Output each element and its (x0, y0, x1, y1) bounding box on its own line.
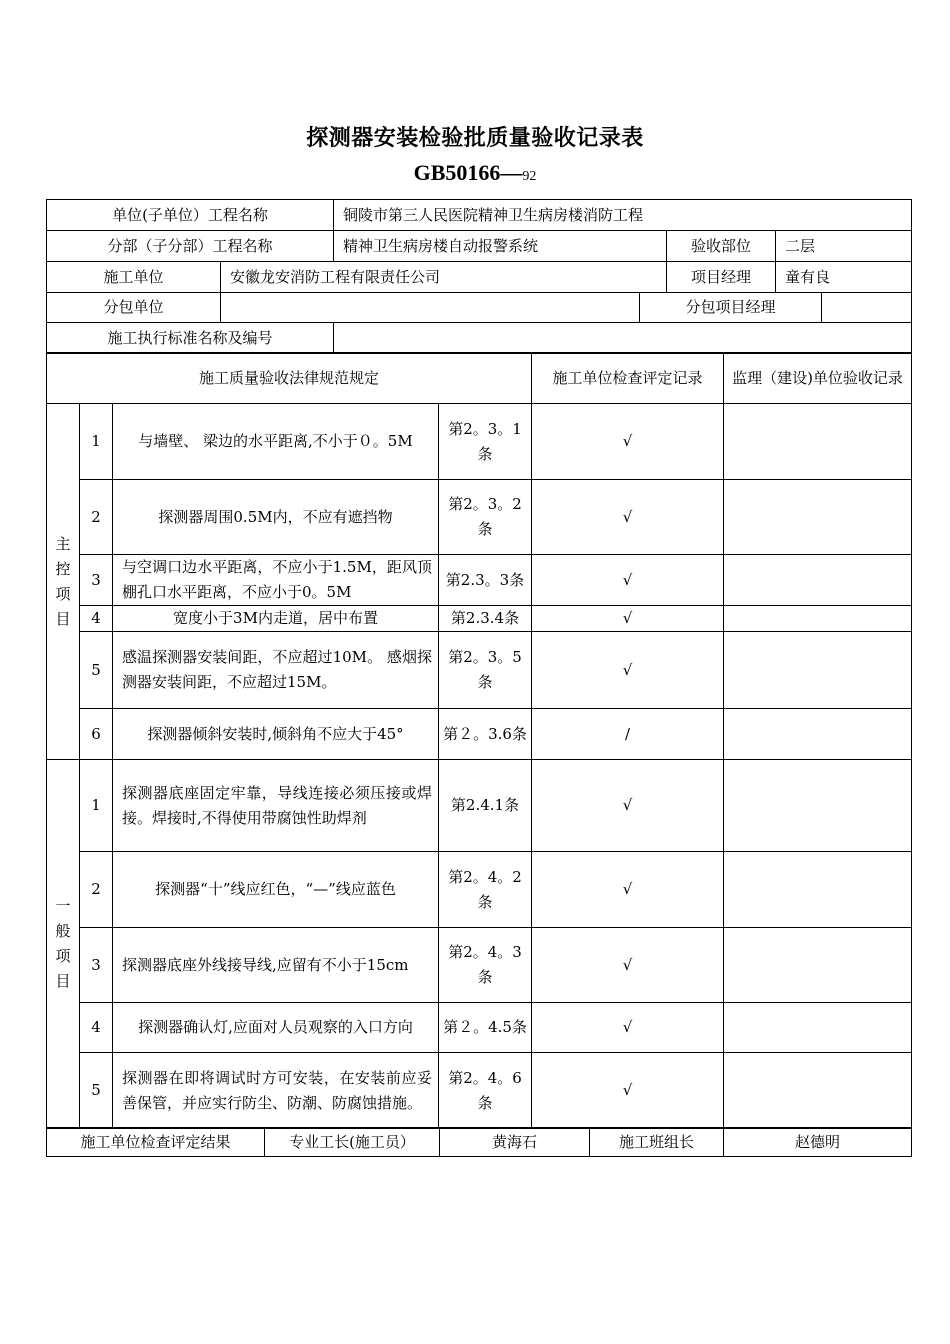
clause-ref: 第２。4.5条 (439, 1003, 532, 1053)
supervisor-column-header: 监理（建设)单位验收记录 (724, 353, 912, 404)
check-mark: √ (532, 852, 724, 928)
row-number: 5 (80, 1053, 113, 1129)
supervisor-record (724, 480, 912, 555)
check-mark: √ (532, 404, 724, 480)
row-number: 3 (80, 555, 113, 606)
check-mark: √ (532, 606, 724, 632)
supervisor-record (724, 1053, 912, 1129)
foreman-value: 黄海石 (440, 1128, 590, 1157)
row-number: 2 (80, 852, 113, 928)
standard-code-suffix: 92 (522, 169, 537, 184)
requirement-text: 与空调口边水平距离，不应小于1.5M，距风顶棚孔口水平距离，不应小于0。5M (113, 555, 439, 606)
contractor-label: 施工单位 (47, 262, 221, 293)
check-mark: √ (532, 1053, 724, 1129)
table-row (47, 404, 912, 480)
foreman-label: 专业工长(施工员） (265, 1128, 440, 1157)
requirement-text: 宽度小于3M内走道，居中布置 (113, 606, 439, 632)
division-label: 分部（子分部）工程名称 (47, 231, 334, 262)
standard-code (0, 160, 950, 186)
pm-label: 项目经理 (667, 262, 776, 293)
team-leader-label: 施工班组长 (590, 1128, 724, 1157)
supervisor-record (724, 1003, 912, 1053)
team-leader-value: 赵德明 (724, 1128, 912, 1157)
clause-ref: 第2.3.4条 (439, 606, 532, 632)
clause-ref: 第２。3.6条 (439, 709, 532, 760)
subcontractor-value (221, 293, 640, 323)
standard-label: 施工执行标准名称及编号 (47, 323, 334, 354)
requirement-text: 探测器确认灯,应面对人员观察的入口方向 (113, 1003, 439, 1053)
supervisor-record (724, 555, 912, 606)
pm-value: 童有良 (776, 262, 912, 293)
check-mark: √ (532, 480, 724, 555)
clause-ref: 第2。3。5条 (439, 632, 532, 709)
check-mark: / (532, 709, 724, 760)
requirement-text: 探测器底座外线接导线,应留有不小于15cm (113, 928, 439, 1003)
row-number: 3 (80, 928, 113, 1003)
table-row (47, 555, 912, 606)
supervisor-record (724, 606, 912, 632)
clause-ref: 第2。3。1条 (439, 404, 532, 480)
requirement-text: 与墙壁、 梁边的水平距离,不小于０。5M (113, 404, 439, 480)
clause-ref: 第2.4.1条 (439, 760, 532, 852)
table-row (47, 760, 912, 852)
contractor-value: 安徽龙安消防工程有限责任公司 (221, 262, 667, 293)
table-row (47, 852, 912, 928)
main-items-group-label: 主 控 项 目 (47, 404, 80, 760)
inspection-table (46, 352, 912, 1129)
requirement-text: 探测器底座固定牢靠，导线连接必须压接或焊接。焊接时,不得使用带腐蚀性助焊剂 (113, 760, 439, 852)
clause-ref: 第2。3。2条 (439, 480, 532, 555)
supervisor-record (724, 709, 912, 760)
requirement-text: 探测器周围0.5M内，不应有遮挡物 (113, 480, 439, 555)
subcontractor-label: 分包单位 (47, 293, 221, 323)
clause-ref: 第2.3。3条 (439, 555, 532, 606)
check-mark: √ (532, 632, 724, 709)
check-mark: √ (532, 928, 724, 1003)
sub-pm-label: 分包项目经理 (640, 293, 822, 323)
supervisor-record (724, 852, 912, 928)
check-mark: √ (532, 555, 724, 606)
row-number: 2 (80, 480, 113, 555)
row-number: 4 (80, 606, 113, 632)
row-number: 6 (80, 709, 113, 760)
spec-column-header: 施工质量验收法律规范规定 (47, 353, 532, 404)
result-label: 施工单位检查评定结果 (47, 1128, 265, 1157)
document-title: 探测器安装检验批质量验收记录表 (306, 125, 644, 151)
supervisor-record (724, 404, 912, 480)
requirement-text: 探测器“十”线应红色，“—”线应蓝色 (113, 852, 439, 928)
row-number: 5 (80, 632, 113, 709)
requirement-text: 感温探测器安装间距，不应超过10M。 感烟探测器安装间距，不应超过15M。 (113, 632, 439, 709)
standard-code-main: GB50166— (413, 160, 523, 185)
row-number: 1 (80, 760, 113, 852)
sub-pm-value (822, 293, 912, 323)
acceptance-part-label: 验收部位 (667, 231, 776, 262)
supervisor-record (724, 928, 912, 1003)
clause-ref: 第2。4。2条 (439, 852, 532, 928)
clause-ref: 第2。4。6条 (439, 1053, 532, 1129)
unit-value: 铜陵市第三人民医院精神卫生病房楼消防工程 (334, 200, 912, 231)
clause-ref: 第2。4。3条 (439, 928, 532, 1003)
check-mark: √ (532, 1003, 724, 1053)
project-info-table (46, 199, 912, 354)
supervisor-record (724, 632, 912, 709)
supervisor-record (724, 760, 912, 852)
table-row (47, 709, 912, 760)
table-row (47, 632, 912, 709)
contractor-check-column-header: 施工单位检查评定记录 (532, 353, 724, 404)
table-row (47, 928, 912, 1003)
division-value: 精神卫生病房楼自动报警系统 (334, 231, 667, 262)
row-number: 4 (80, 1003, 113, 1053)
requirement-text: 探测器在即将调试时方可安装，在安装前应妥善保管，并应实行防尘、防潮、防腐蚀措施。 (113, 1053, 439, 1129)
table-row (47, 480, 912, 555)
check-mark: √ (532, 760, 724, 852)
table-row (47, 606, 912, 632)
standard-value (334, 323, 912, 354)
table-row (47, 1003, 912, 1053)
acceptance-part-value: 二层 (776, 231, 912, 262)
table-row (47, 1053, 912, 1129)
requirement-text: 探测器倾斜安装时,倾斜角不应大于45° (113, 709, 439, 760)
general-items-group-label: 一 般 项 目 (47, 760, 80, 1129)
result-table (46, 1127, 912, 1157)
unit-label: 单位(子单位）工程名称 (47, 200, 334, 231)
row-number: 1 (80, 404, 113, 480)
